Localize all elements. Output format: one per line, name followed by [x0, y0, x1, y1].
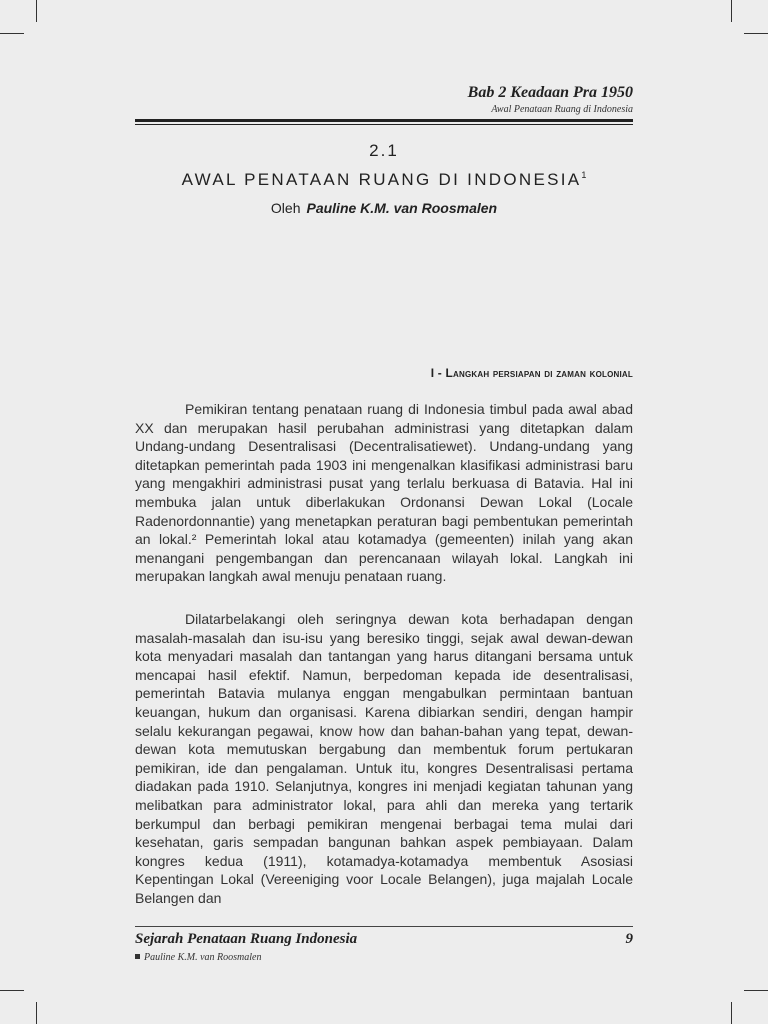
crop-mark	[0, 990, 24, 991]
author-name: Pauline K.M. van Roosmalen	[306, 200, 498, 216]
footer-author-line	[135, 952, 261, 963]
header-rule	[135, 119, 633, 122]
by-label: Oleh	[270, 200, 301, 216]
running-header-subtitle: Awal Penataan Ruang di Indonesia	[491, 104, 633, 115]
crop-mark	[36, 1002, 37, 1024]
crop-mark	[744, 990, 768, 991]
section-number: 2.1	[369, 141, 399, 160]
running-header-chapter: Bab 2 Keadaan Pra 1950	[467, 84, 633, 101]
header-rule	[135, 124, 633, 125]
footer-book-title: Sejarah Penataan Ruang Indonesia	[135, 931, 358, 947]
byline	[0, 200, 768, 216]
body-paragraph: Pemikiran tentang penataan ruang di Indonesia timbul pada awal abad XX dan merupakan hasil perubahan administrasi yang ditetapkan dalam Undang-undang Desentralisasi (Decentralisatiewet). Undang-undang yang ditetapkan pemerintah pada 1903 ini mengenalkan klasifikasi administrasi baru yang mengakhiri administrasi pusat yang terlalu berkuasa di Batavia. Hal ini membuka jalan untuk diberlakukan Ordonansi Dewan Lokal (Locale Radenordonnantie) yang menetapkan peraturan bagi pembentukan pemerintah an lokal.² Pemerintah lokal atau kotamadya (gemeenten) inilah yang akan menangani pengembangan dan perencanaan wilayah lokal. Langkah ini merupakan langkah awal menuju penataan ruang.	[135, 401, 633, 585]
footer-author: Pauline K.M. van Roosmalen	[144, 952, 262, 963]
crop-mark	[744, 33, 768, 34]
crop-mark	[731, 0, 732, 22]
page-number: 9	[625, 931, 633, 947]
square-bullet-icon	[135, 954, 140, 959]
crop-mark	[36, 0, 37, 22]
section-title-line	[0, 170, 768, 190]
crop-mark	[0, 33, 24, 34]
footer-rule	[135, 926, 633, 927]
footnote-mark: 1	[581, 170, 587, 180]
crop-mark	[731, 1002, 732, 1024]
body-paragraph: Dilatarbelakangi oleh seringnya dewan kota berhadapan dengan masalah-masalah dan isu-isu yang beresiko tinggi, sejak awal dewan-dewan kota menyadari masalah dan tantangan yang harus ditangani bersama untuk mencapai hasil efektif. Namun, berpedoman kepada ide desentralisasi, pemerintah Batavia mulanya enggan mengabulkan permintaan bantuan keuangan, hukum dan organisasi. Karena dibiarkan sendiri, dengan hampir selalu kekurangan pegawai, know how dan bahan-bahan yang tepat, dewan-dewan kota memutuskan bergabung dan membentuk forum pertukaran pemikiran, ide dan pengalaman. Untuk itu, kongres Desentralisasi pertama diadakan pada 1910. Selanjutnya, kongres ini menjadi kegiatan tahunan yang melibatkan para administrator lokal, para ahli dan mereka yang tertarik berkumpul dan berbagi pemikiran mengenai berbagai tema mulai dari kesehatan, garis sempadan bangunan bahkan aspek pembiayaan. Dalam kongres kedua (1911), kotamadya-kotamadya membentuk Asosiasi Kepentingan Lokal (Vereeniging voor Locale Belangen), juga majalah Locale Belangen dan	[135, 611, 633, 906]
section-title: AWAL PENATAAN RUANG DI INDONESIA	[181, 170, 582, 189]
subheading: I - Langkah persiapan di zaman kolonial	[430, 366, 633, 380]
